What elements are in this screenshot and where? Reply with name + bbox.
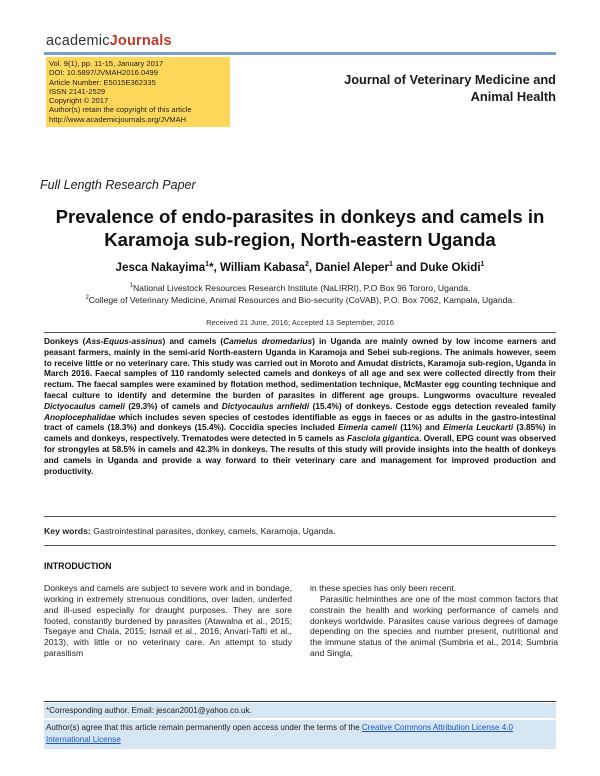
publisher-logo: academicJournals bbox=[46, 33, 172, 49]
section-heading-introduction: INTRODUCTION bbox=[44, 561, 112, 571]
license-link[interactable]: Creative Commons Attribution License 4.0 International License bbox=[46, 723, 513, 744]
article-meta-box bbox=[46, 57, 230, 127]
meta-issn: ISSN 2141-2529 bbox=[49, 86, 106, 96]
meta-article-number: Article Number: E5015E362335 bbox=[49, 77, 156, 87]
received-dates: Received 21 June, 2016; Accepted 13 September, 2016 bbox=[206, 318, 394, 327]
author-name: Jesca Nakayima bbox=[115, 261, 206, 274]
footnote-rule bbox=[44, 701, 556, 702]
author-name: William Kabasa bbox=[220, 261, 305, 274]
paragraph: Donkeys and camels are subject to severe work and in bondage, working in extremely strenuous conditions, over laden, underfed and ill-used especially for draught purposes. They are sore footed, constantly burdened by parasites (Atawalna et al., 2015; Tsegaye and Chala, 2015; Ismail et al., 2016; Anvari-Tafti et al., 2013), with little or no veterinary care. An attempt to study parasitism bbox=[44, 583, 292, 659]
author-name: Daniel Aleper bbox=[315, 261, 390, 274]
header-rule bbox=[44, 52, 556, 55]
paper-type: Full Length Research Paper bbox=[40, 178, 196, 192]
meta-copyright: Copyright © 2017 bbox=[49, 96, 109, 106]
paragraph: Parasitic helminthes are one of the most common factors that constrain the health and working performance of camels and donkeys worldwide. Parasites cause various degrees of damage depending on the species and number present, nutritional and the immune status of the animal (Sumbria et al., 2014; Sumbria and Singla, bbox=[310, 593, 558, 659]
license-note: Author(s) agree that this article remain permanently open access under the terms of the Creative Commons Attribution License 4.0 International License bbox=[44, 720, 556, 749]
affiliation-2: $^2$College of Veterinary Medicine, Animal Resources and Bio-security (CoVAB), P.O. Box 7062, Kampala, Uganda. bbox=[85, 295, 515, 305]
abstract: Donkeys (Ass-Equus-assinus) and camels (Camelus dromedarius) in Uganda are mainly owned by low income earners and peasant farmers, mainly in the semi-arid North-eastern Uganda in Karamoja and Sebei sub-regions. The animals however, seem to receive little or no veterinary care. This study was carried out in Moroto and Amudat districts, Karamoja sub-region, Uganda in March 2016. Faecal samples of 110 randomly selected camels and donkeys of all age and sex were collected directly from their rectum. The faecal samples were examined by flotation method, sedimentation technique, McMaster egg counting technique and faecal culture to identify and determine the burden of parasites in different age groups. Lungworms ovaculture revealed Dictyocaulus cameli (29.3%) of camels and Dictyocaulus arnfieldi (15.4%) of donkeys. Cestode eggs detection revealed family Anoplocephalidae which includes seven species of cestodes identifiable as eggs in faeces or as adults in the gastro-intestinal tract of camels (18.3%) and donkeys (15.4%). Coccidia species included Eimeria cameli (11%) and Eimeria Leuckarti (3.85%) in camels and donkeys, respectively. Trematodes were detected in 5 camels as Fasciola gigantica. Overall, EPG count was observed for strongyles at 58.5% in camels and 42.3% in donkeys. The results of this study will provide insights into the health of donkeys and camels in Uganda and provide a way forward to their veterinary care and management for improved production and productivity. bbox=[44, 332, 556, 476]
meta-doi: DOI: 10.5897/JVMAH2016.0499 bbox=[49, 68, 158, 78]
corresponding-author-note: *Corresponding author. Email: jescan2001@yahoo.co.uk. bbox=[44, 703, 556, 718]
meta-volume: Vol. 9(1), pp. 11-15, January 2017 bbox=[49, 59, 164, 68]
journal-title: Journal of Veterinary Medicine and Animal Health bbox=[344, 72, 556, 104]
keywords: Key words: Gastrointestinal parasites, donkey, camels, Karamoja, Uganda. bbox=[44, 516, 556, 546]
intro-column-left bbox=[44, 583, 292, 659]
meta-url[interactable]: http://www.academicjournals.org/JVMAH bbox=[49, 114, 187, 124]
intro-column-right bbox=[310, 583, 558, 659]
affiliation-1: $^1$National Livestock Resources Research Institute (NaLIRRI), P.O Box 96 Tororo, Uganda. bbox=[129, 283, 471, 293]
author-name: Duke Okidi bbox=[419, 261, 481, 274]
author-list: Jesca Nakayima$^1$*, William Kabasa$^2$, Daniel Aleper$^1$ and Duke Okidi$^1$ bbox=[115, 261, 485, 274]
paragraph: in these species has only been recent. bbox=[310, 583, 457, 593]
paper-title: Prevalence of endo-parasites in donkeys and camels in Karamoja sub-region, North-eastern Uganda bbox=[55, 206, 545, 250]
meta-rights: Author(s) retain the copyright of this article bbox=[49, 105, 192, 115]
